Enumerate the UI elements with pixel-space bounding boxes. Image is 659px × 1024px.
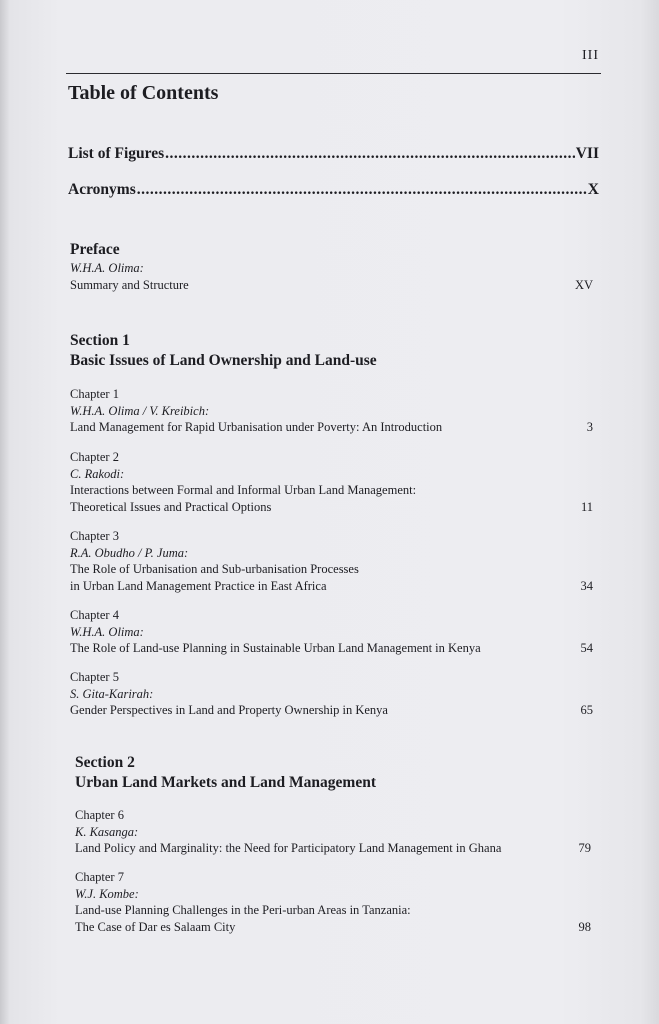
chapter-label: Chapter 4 — [70, 608, 119, 622]
chapter-title-line: The Role of Land-use Planning in Sustainable Urban Land Management in Kenya — [70, 641, 481, 655]
toc-entry-acronyms — [68, 181, 599, 199]
chapter-page: 3 — [586, 420, 593, 434]
chapter-title-line: Land Policy and Marginality: the Need for Participatory Land Management in Ghana — [75, 841, 502, 855]
preface-entry — [70, 277, 593, 294]
chapter-label: Chapter 7 — [75, 870, 124, 884]
section-label: Section 2 — [75, 754, 135, 771]
chapter-title-row — [70, 702, 593, 719]
chapter-title-line: Gender Perspectives in Land and Property Ownership in Kenya — [70, 703, 388, 717]
chapter-title-row — [70, 578, 593, 595]
preface-block — [70, 240, 593, 293]
chapter-2-entry — [70, 449, 593, 515]
section-label: Section 1 — [70, 332, 130, 349]
chapter-page: 79 — [578, 841, 591, 855]
chapter-page: 65 — [580, 703, 593, 717]
preface-page: XV — [574, 277, 593, 292]
toc-title: Table of Contents — [68, 82, 219, 104]
chapter-page: 11 — [580, 499, 593, 514]
chapter-title-line: Land-use Planning Challenges in the Peri-urban Areas in Tanzania: — [75, 903, 411, 917]
chapter-title-line: Theoretical Issues and Practical Options — [70, 499, 272, 514]
chapter-title-row — [70, 499, 593, 516]
section-2-heading — [75, 753, 593, 793]
section-title: Basic Issues of Land Ownership and Land-use — [70, 352, 377, 369]
chapter-label: Chapter 3 — [70, 529, 119, 543]
chapter-5-entry — [70, 669, 593, 719]
chapter-3-entry — [70, 528, 593, 594]
preface-author: W.H.A. Olima: — [70, 261, 144, 275]
chapter-author: W.J. Kombe: — [75, 886, 139, 901]
chapter-author: W.H.A. Olima: — [70, 624, 144, 639]
chapter-title-line: The Role of Urbanisation and Sub-urbanisation Processes — [70, 562, 359, 576]
page-number: III — [582, 48, 599, 63]
chapter-title-line: Interactions between Formal and Informal Urban Land Management: — [70, 483, 417, 497]
chapter-label: Chapter 5 — [70, 670, 119, 684]
chapter-title-row — [70, 419, 593, 436]
chapter-label: Chapter 2 — [70, 450, 119, 464]
chapter-page: 54 — [580, 641, 593, 655]
preface-heading: Preface — [70, 241, 120, 258]
chapter-author: S. Gita-Karirah: — [70, 686, 154, 701]
entry-page: X — [587, 181, 599, 198]
chapter-title-row — [75, 919, 591, 936]
chapter-title-line: in Urban Land Management Practice in East Africa — [70, 578, 327, 593]
entry-label: Acronyms — [68, 181, 136, 198]
chapter-7-entry — [75, 869, 591, 935]
chapter-page: 98 — [578, 919, 591, 934]
leader-dots — [165, 145, 575, 163]
chapter-1-entry — [70, 386, 593, 436]
chapter-label: Chapter 1 — [70, 387, 119, 401]
section-1-heading — [70, 331, 593, 371]
chapter-author: C. Rakodi: — [70, 466, 125, 481]
leader-dots — [137, 181, 587, 199]
toc-entry-list-of-figures — [68, 145, 599, 163]
chapter-label: Chapter 6 — [75, 808, 124, 822]
chapter-4-entry — [70, 607, 593, 657]
chapter-6-entry — [75, 807, 591, 857]
chapter-author: W.H.A. Olima / V. Kreibich: — [70, 403, 210, 418]
section-title: Urban Land Markets and Land Management — [75, 774, 376, 791]
header-rule — [66, 73, 601, 74]
chapter-title-line: The Case of Dar es Salaam City — [75, 919, 236, 934]
entry-label: List of Figures — [68, 145, 165, 162]
chapter-title-line: Land Management for Rapid Urbanisation under Poverty: An Introduction — [70, 420, 443, 434]
chapter-author: K. Kasanga: — [75, 824, 139, 839]
preface-title: Summary and Structure — [70, 277, 189, 292]
chapter-page: 34 — [580, 578, 593, 593]
entry-page: VII — [575, 145, 599, 162]
chapter-title-row — [70, 640, 593, 657]
chapter-title-row — [75, 840, 591, 857]
chapter-author: R.A. Obudho / P. Juma: — [70, 545, 189, 560]
